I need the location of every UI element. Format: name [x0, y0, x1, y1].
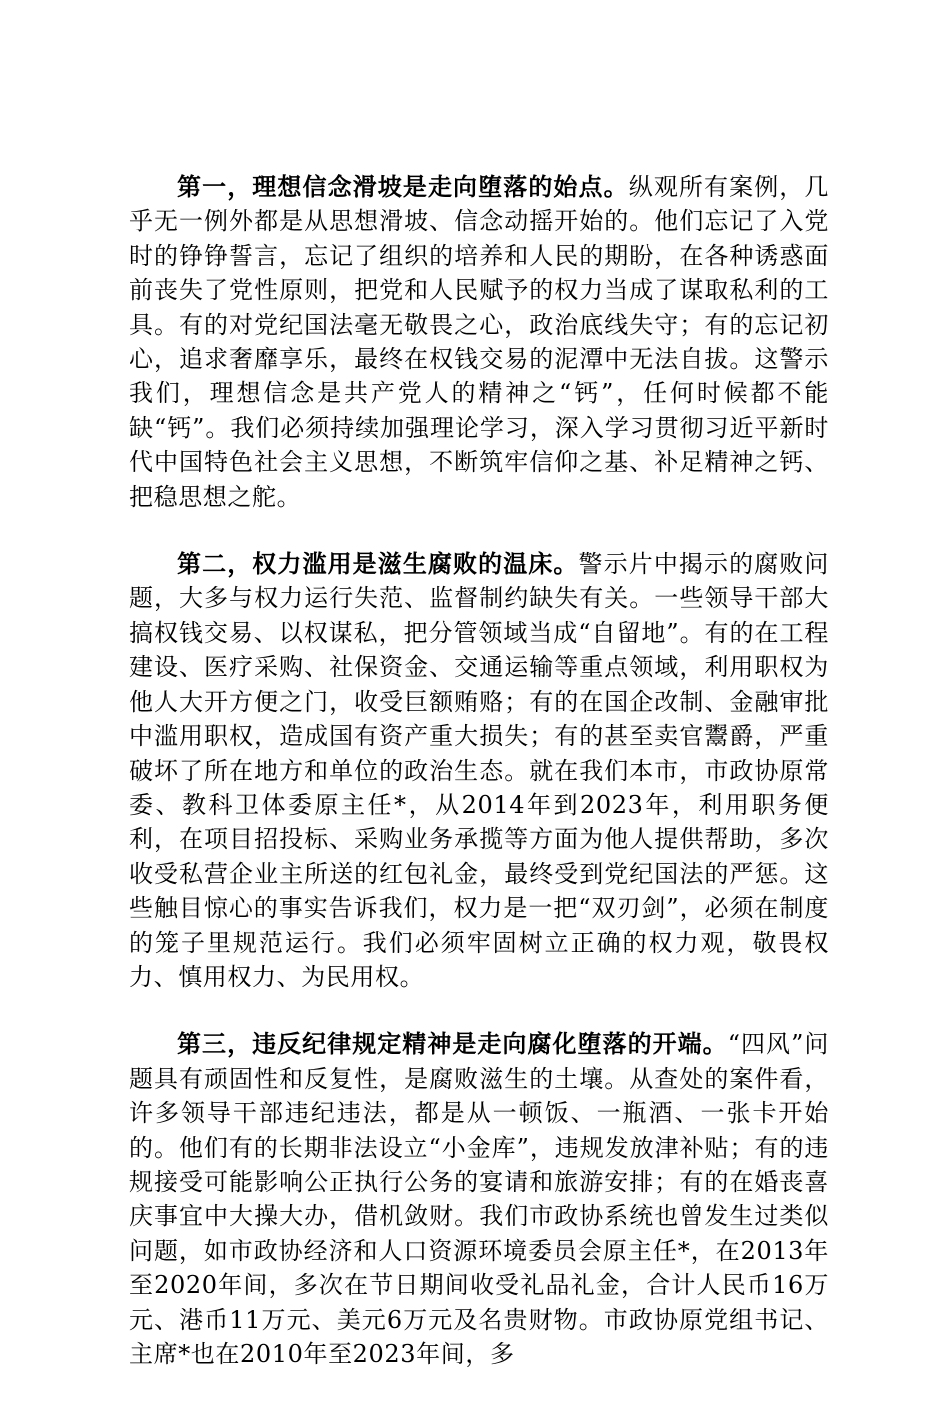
paragraph-power-abuse [129, 547, 829, 994]
document-body [129, 170, 829, 1404]
paragraph-discipline [129, 1027, 829, 1371]
paragraph-heading: 第一，理想信念滑坡是走向堕落的始点。 [177, 172, 629, 201]
paragraph-ideals [129, 170, 829, 514]
paragraph-heading: 第三，违反纪律规定精神是走向腐化堕落的开端。 [177, 1029, 728, 1059]
paragraph-heading: 第二，权力滥用是滋生腐败的温床。 [177, 549, 579, 579]
paragraph-text: 纵观所有案例，几乎无一例外都是从思想滑坡、信念动摇开始的。他们忘记了入党时的铮铮誓言，忘记了组织的培养和人民的期盼，在各种诱惑面前丧失了党性原则，把党和人民赋予的权力当成了谋取私利的工具。有的对党纪国法毫无敬畏之心，政治底线失守；有的忘记初心，追求奢靡享乐，最终在权钱交易的泥潭中无法自拔。这警示我们，理想信念是共产党人的精神之“钙”，任何时候都不能缺“钙”。我们必须持续加强理论学习，深入学习贯彻习近平新时代中国特色社会主义思想，不断筑牢信仰之基、补足精神之钙、把稳思想之舵。 [129, 173, 829, 511]
paragraph-text: 警示片中揭示的腐败问题，大多与权力运行失范、监督制约缺失有关。一些领导干部大搞权钱交易、以权谋私，把分管领域当成“自留地”。有的在工程建设、医疗采购、社保资金、交通运输等重点领域，利用职权为他人大开方便之门，收受巨额贿赂；有的在国企改制、金融审批中滥用职权，造成国有资产重大损失；有的甚至卖官鬻爵，严重破坏了所在地方和单位的政治生态。就在我们本市，市政协原常委、教科卫体委原主任*，从2014年到2023年，利用职务便利，在项目招投标、采购业务承揽等方面为他人提供帮助，多次收受私营企业主所送的红包礼金，最终受到党纪国法的严惩。这些触目惊心的事实告诉我们，权力是一把“双刃剑”，必须在制度的笼子里规范运行。我们必须牢固树立正确的权力观，敬畏权力、慎用权力、为民用权。 [129, 550, 829, 991]
paragraph-text: “四风”问题具有顽固性和反复性，是腐败滋生的土壤。从查处的案件看，许多领导干部违纪违法，都是从一顿饭、一瓶酒、一张卡开始的。他们有的长期非法设立“小金库”，违规发放津补贴；有的违规接受可能影响公正执行公务的宴请和旅游安排；有的在婚丧喜庆事宜中大操大办，借机敛财。我们市政协系统也曾发生过类似问题，如市政协经济和人口资源环境委员会原主任*，在2013年至2020年间，多次在节日期间收受礼品礼金，合计人民币16万元、港币11万元、美元6万元及名贵财物。市政协原党组书记、主席*也在2010年至2023年间，多 [129, 1030, 829, 1368]
